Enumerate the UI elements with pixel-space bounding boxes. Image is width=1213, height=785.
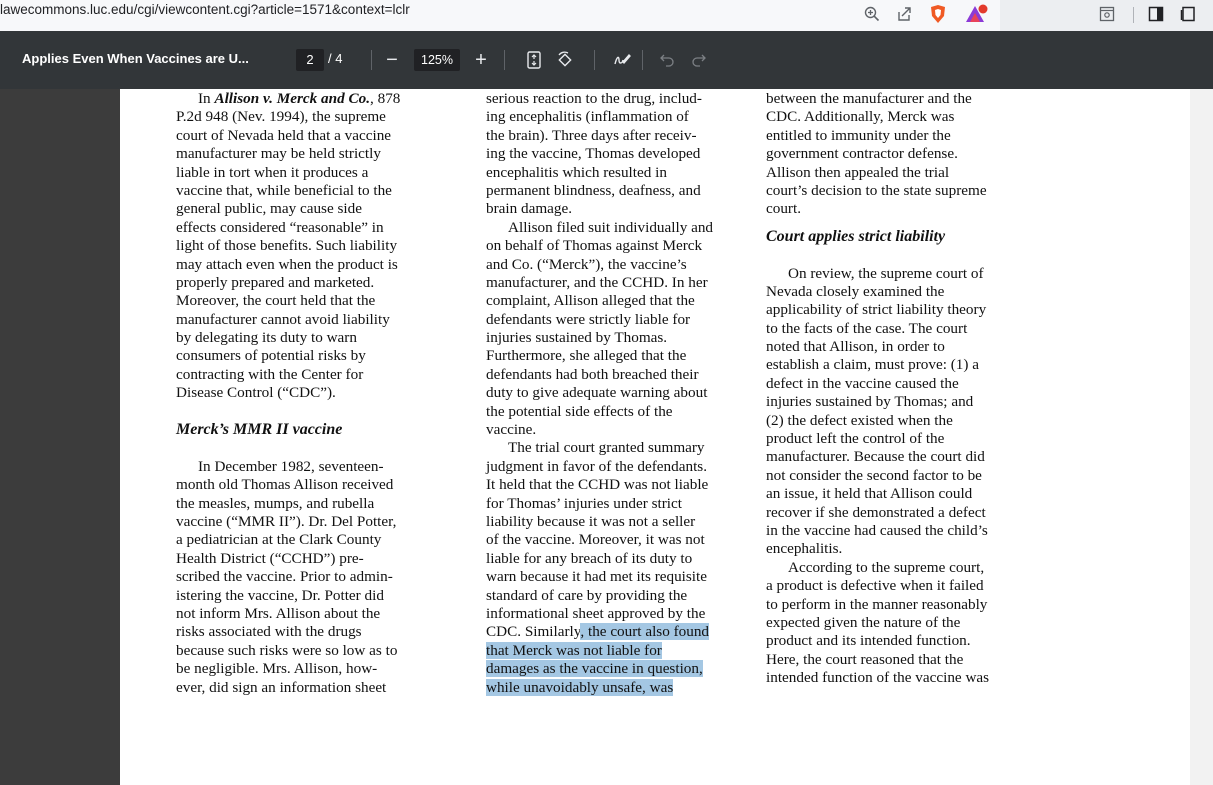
text-line: in the vaccine had caused the child’s [766, 522, 988, 539]
text-line: Moreover, the court held that the [176, 292, 376, 310]
text-line: liable for any breach of its duty to [486, 549, 693, 567]
toolbar-divider [1133, 7, 1134, 23]
address-bar [0, 0, 1213, 32]
highlighted-text[interactable]: , the court also found [580, 623, 710, 641]
zoom-in-button[interactable]: + [475, 48, 487, 71]
paragraph [766, 559, 1026, 688]
text-line: vaccine. [486, 421, 537, 439]
text-line: may attach even when the product is [176, 255, 398, 273]
text-line: On review, the supreme court of [788, 264, 984, 282]
rotate-icon[interactable] [553, 48, 577, 72]
text-line: government contractor defense. [766, 145, 958, 163]
text-line: not consider the second factor to be [766, 466, 982, 484]
text-line: by delegating its duty to warn [176, 329, 357, 347]
text-line: month old Thomas Allison received [176, 476, 394, 494]
text-line: manufacturer cannot avoid liability [176, 310, 390, 328]
text-line: standard of care by providing the [486, 586, 688, 604]
text-line: risks associated with the drugs [176, 623, 362, 641]
text-line: In December 1982, seventeen- [198, 457, 384, 475]
text-line: expected given the nature of the [766, 613, 961, 631]
paragraph [486, 219, 746, 440]
text-line: Nevada closely examined the [766, 282, 945, 300]
highlighted-text[interactable]: damages as the vaccine in question, [486, 660, 703, 678]
text-line: consumers of potential risks by [176, 347, 366, 365]
text-line: the potential side effects of the [486, 402, 673, 420]
text-line: noted that Allison, in order to [766, 338, 945, 356]
highlighted-paragraph[interactable] [486, 642, 746, 697]
paragraph [486, 439, 746, 623]
text-line: Disease Control (“CDC”). [176, 384, 336, 402]
text-line: because such risks were so low as to [176, 641, 398, 659]
text-line: applicability of strict liability theory [766, 301, 987, 319]
paragraph [766, 90, 1026, 219]
text-line: Allison filed suit individually and [508, 218, 714, 236]
text-line: properly prepared and marketed. [176, 273, 375, 291]
text-line: ing the vaccine, Thomas developed [486, 145, 701, 163]
text-line: P.2d 948 (Nev. 1994), the supreme [176, 108, 386, 126]
zoom-icon[interactable] [862, 4, 882, 24]
text-line: defendants were strictly liable for [486, 310, 691, 328]
text-line: Health District (“CCHD”) pre- [176, 549, 364, 567]
text-line: light of those benefits. Such liability [176, 237, 398, 255]
text-line: to the facts of the case. The court [766, 319, 968, 337]
text-line: and Co. (“Merck”), the vaccine’s [486, 255, 687, 273]
text-line: the measles, mumps, and rubella [176, 494, 375, 512]
sidebar-icon[interactable] [1146, 4, 1166, 24]
text-line: complaint, Allison alleged that the [486, 292, 695, 310]
text-line: effects considered “reasonable” in [176, 218, 384, 236]
text-line: defendants had both breached their [486, 365, 699, 383]
text-line: liability because it was not a seller [486, 512, 696, 530]
text-line: between the manufacturer and the [766, 90, 972, 107]
highlighted-text[interactable]: while unavoidably unsafe, was [486, 678, 674, 696]
text-line: court’s decision to the state supreme [766, 181, 987, 199]
text-line: the brain). Three days after receiv- [486, 126, 697, 144]
text-line: entitled to immunity under the [766, 126, 951, 144]
text-line: establish a claim, must prove: (1) a [766, 356, 979, 374]
text-line: intended function of the vaccine was [766, 669, 990, 687]
text-line: to perform in the manner reasonably [766, 595, 988, 613]
text-line: a pediatrician at the Clark County [176, 531, 382, 549]
text-line: Furthermore, she alleged that the [486, 347, 687, 365]
text-line: be negligible. Mrs. Allison, how- [176, 660, 378, 678]
redo-icon[interactable] [690, 48, 708, 72]
text-column-3 [766, 90, 1026, 688]
text-line: manufacturer. Because the court did [766, 448, 985, 466]
text-column-1 [176, 90, 463, 697]
brave-shield-icon[interactable] [928, 4, 948, 24]
window-icon[interactable] [1178, 4, 1198, 24]
toolbar-divider [371, 50, 372, 70]
text-line: Here, the court reasoned that the [766, 650, 964, 668]
section-heading: Court applies strict liability [766, 227, 946, 245]
paragraph [176, 458, 463, 697]
text-line: an issue, it held that Allison could [766, 485, 973, 503]
pdf-page [120, 89, 1190, 785]
text-line: of the vaccine. Moreover, it was not [486, 531, 705, 549]
text-line: court. [766, 200, 802, 218]
text-line: The trial court granted summary [508, 439, 705, 457]
text-line: court of Nevada held that a vaccine [176, 126, 392, 144]
text-line: warn because it had met its requisite [486, 568, 707, 586]
toolbar-divider [504, 50, 505, 70]
viewer-margin-left [0, 89, 120, 785]
text-line: general public, may cause side [176, 200, 362, 218]
paragraph [486, 90, 746, 219]
zoom-out-button[interactable]: − [386, 48, 398, 71]
text-line: istering the vaccine, Dr. Potter did [176, 586, 384, 604]
text-line: duty to give adequate warning about [486, 384, 708, 402]
document-title: Applies Even When Vaccines are U... [22, 51, 249, 66]
text-line: CDC. Similarly, the court also found [486, 623, 710, 641]
share-icon[interactable] [894, 4, 914, 24]
zoom-level-input[interactable]: 125% [414, 49, 460, 71]
page-number-input[interactable]: 2 [296, 49, 324, 71]
text-line: It held that the CCHD was not liable [486, 476, 709, 494]
text-line: encephalitis which resulted in [486, 163, 667, 181]
text-line: scribed the vaccine. Prior to admin- [176, 568, 393, 586]
text-line: Allison then appealed the trial [766, 163, 950, 181]
text-line: judgment in favor of the defendants. [486, 457, 707, 475]
viewer-scrollbar-track[interactable] [1190, 89, 1213, 785]
text-line: serious reaction to the drug, includ- [486, 90, 702, 107]
text-line [486, 679, 746, 697]
text-line [486, 660, 746, 678]
text-line: CDC. Additionally, Merck was [766, 108, 955, 126]
text-line: manufacturer may be held strictly [176, 145, 381, 163]
text-line: In Allison v. Merck and Co., 878 [198, 90, 401, 107]
text-line: injuries sustained by Thomas; and [766, 393, 974, 411]
undo-icon[interactable] [658, 48, 676, 72]
toolbar-divider [642, 50, 643, 70]
paragraph [766, 265, 1026, 559]
url-text[interactable]: lawecommons.luc.edu/cgi/viewcontent.cgi?article=1571&context=lclr [0, 2, 410, 17]
text-line: ever, did sign an information sheet [176, 678, 387, 696]
text-line: on behalf of Thomas against Merck [486, 237, 703, 255]
text-line: product left the control of the [766, 430, 945, 448]
page-total: / 4 [328, 51, 343, 66]
text-line: contracting with the Center for [176, 365, 364, 383]
text-column-2 [486, 90, 746, 697]
text-line: defect in the vaccine caused the [766, 374, 959, 392]
text-line: product and its intended function. [766, 632, 971, 650]
reader-mode-icon[interactable] [1096, 4, 1118, 24]
text-line: permanent blindness, deafness, and [486, 181, 701, 199]
text-line: liable in tort when it produces a [176, 163, 369, 181]
toolbar-divider [594, 50, 595, 70]
text-line: not inform Mrs. Allison about the [176, 604, 381, 622]
text-line: (2) the defect existed when the [766, 411, 953, 429]
text-line: vaccine (“MMR II”). Dr. Del Potter, [176, 513, 397, 530]
brave-rewards-icon[interactable] [964, 4, 988, 24]
text-line: According to the supreme court, [788, 558, 985, 576]
paragraph [176, 108, 463, 402]
text-line [486, 642, 746, 660]
text-line: informational sheet approved by the [486, 604, 706, 622]
text-line: vaccine that, while beneficial to the [176, 181, 392, 199]
text-line: encephalitis. [766, 540, 843, 558]
text-line: ing encephalitis (inflammation of [486, 108, 689, 126]
fit-page-icon[interactable] [522, 48, 546, 72]
text-line: a product is defective when it failed [766, 577, 984, 595]
section-heading: Merck’s MMR II vaccine [176, 421, 343, 439]
annotate-icon[interactable] [610, 48, 634, 72]
text-line: manufacturer, and the CCHD. In her [486, 273, 708, 291]
text-line: brain damage. [486, 200, 573, 218]
text-line: recover if she demonstrated a defect [766, 503, 986, 521]
pdf-toolbar [0, 31, 1213, 89]
highlighted-text[interactable]: that Merck was not liable for [486, 641, 662, 659]
text-line: injuries sustained by Thomas. [486, 329, 668, 347]
text-line: for Thomas’ injuries under strict [486, 494, 682, 512]
